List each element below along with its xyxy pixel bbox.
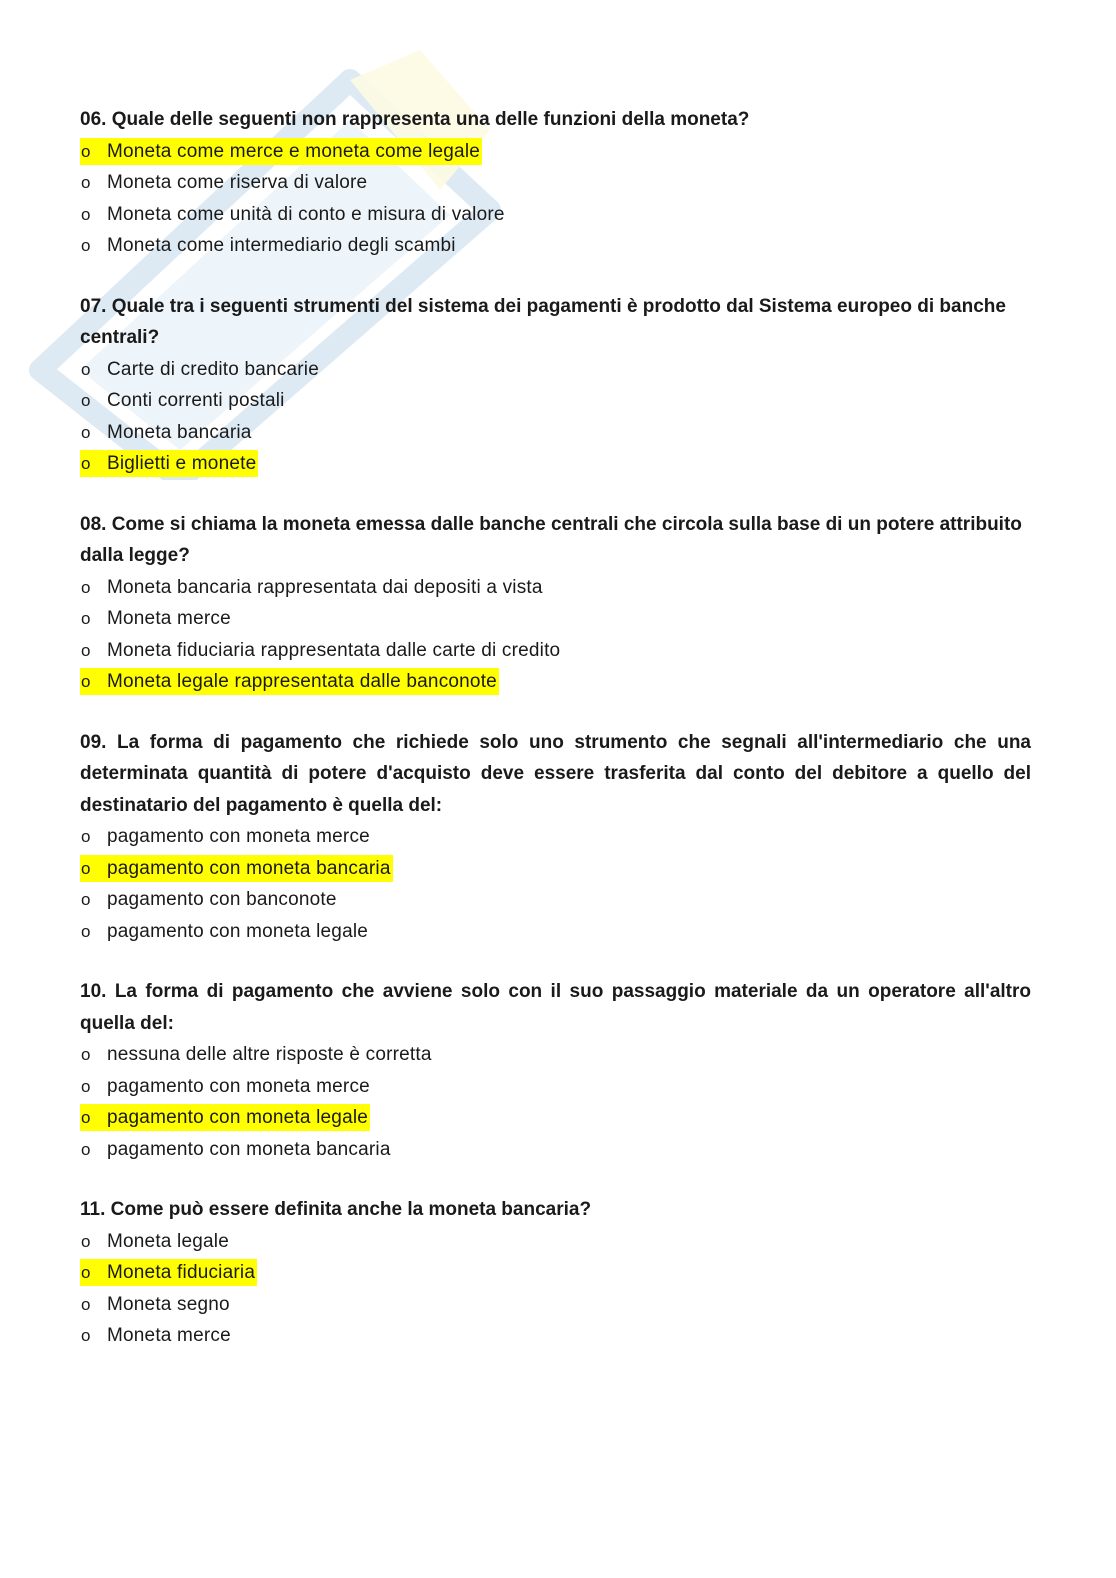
option-line (80, 356, 321, 383)
option-label: pagamento con moneta bancaria (107, 857, 391, 879)
circle-bullet-icon: o (81, 1076, 91, 1096)
circle-bullet-icon: o (81, 1294, 91, 1314)
option-label: Moneta fiduciaria (107, 1262, 256, 1283)
highlight-mark (80, 138, 482, 165)
answer-option-correct (80, 1102, 1031, 1134)
answer-options (80, 136, 1031, 262)
circle-bullet-icon: o (81, 921, 91, 941)
question-text: 08. Come si chiama la moneta emessa dalle banche centrali che circola sulla base di un potere attribuito dalla legge? (80, 513, 1022, 566)
circle-bullet-icon: o (81, 391, 91, 410)
circle-bullet-icon: o (81, 577, 91, 597)
option-label: Moneta come riserva di valore (107, 172, 368, 193)
option-line (80, 1136, 393, 1163)
answer-options (80, 821, 1031, 947)
question-block (80, 976, 1031, 1165)
option-label: pagamento con moneta legale (107, 920, 369, 942)
answer-option (80, 385, 1031, 417)
answer-options (80, 1226, 1031, 1352)
circle-bullet-icon: o (81, 1045, 91, 1064)
answer-option-correct (80, 136, 1031, 168)
question-text: 06. Quale delle seguenti non rappresenta una delle funzioni della moneta? (80, 109, 750, 130)
option-label: Carte di credito bancarie (107, 358, 319, 380)
option-label: Moneta legale rappresentata dalle banconote (107, 671, 497, 692)
option-label: pagamento con moneta merce (107, 826, 370, 847)
option-label: pagamento con moneta merce (107, 1075, 370, 1097)
option-label: pagamento con banconote (107, 889, 337, 910)
option-label: Moneta fiduciaria rappresentata dalle carte di credito (107, 639, 561, 661)
option-line (80, 823, 372, 850)
option-line (80, 1228, 231, 1255)
option-line (80, 605, 233, 632)
circle-bullet-icon: o (81, 858, 91, 878)
option-label: Biglietti e monete (107, 453, 257, 474)
answer-option (80, 354, 1031, 386)
circle-bullet-icon: o (81, 1231, 91, 1251)
answer-options (80, 572, 1031, 698)
answer-option-correct (80, 853, 1031, 885)
answer-option (80, 1071, 1031, 1103)
highlight-mark (80, 668, 499, 695)
option-label: Moneta bancaria rappresentata dai depositi a vista (107, 576, 543, 598)
question-text: 07. Quale tra i seguenti strumenti del sistema dei pagamenti è prodotto dal Sistema europeo di banche centrali? (80, 295, 1006, 348)
option-line (80, 1291, 232, 1318)
option-label: Moneta merce (107, 1325, 231, 1346)
highlight-mark (80, 855, 393, 882)
quiz-page (80, 104, 1031, 1381)
answer-option-correct (80, 1257, 1031, 1289)
question-block (80, 291, 1031, 480)
answer-option (80, 1039, 1031, 1071)
answer-option (80, 884, 1031, 916)
circle-bullet-icon: o (81, 672, 91, 691)
answer-option (80, 199, 1031, 231)
option-label: Moneta bancaria (107, 421, 252, 443)
option-line (80, 201, 507, 228)
highlight-mark (80, 450, 258, 477)
circle-bullet-icon: o (81, 1139, 91, 1159)
question-block (80, 104, 1031, 262)
option-line (80, 387, 287, 414)
circle-bullet-icon: o (81, 609, 91, 628)
question-block (80, 1194, 1031, 1352)
option-label: Moneta legale (107, 1230, 229, 1252)
answer-option (80, 916, 1031, 948)
option-label: pagamento con moneta bancaria (107, 1138, 391, 1160)
option-line (80, 637, 562, 664)
answer-option (80, 1320, 1031, 1352)
circle-bullet-icon: o (81, 204, 91, 224)
circle-bullet-icon: o (81, 359, 91, 379)
answer-option (80, 167, 1031, 199)
option-line (80, 1322, 233, 1349)
answer-options (80, 1039, 1031, 1165)
circle-bullet-icon: o (81, 422, 91, 442)
answer-option (80, 230, 1031, 262)
circle-bullet-icon: o (81, 236, 91, 255)
answer-option (80, 572, 1031, 604)
option-line (80, 886, 339, 913)
option-label: nessuna delle altre risposte è corretta (107, 1044, 432, 1065)
option-line (80, 419, 254, 446)
highlight-mark (80, 1259, 257, 1286)
circle-bullet-icon: o (81, 173, 91, 192)
answer-options (80, 354, 1031, 480)
answer-option-correct (80, 666, 1031, 698)
question-block (80, 509, 1031, 698)
option-line (80, 232, 458, 259)
option-label: Conti correnti postali (107, 390, 285, 411)
option-line (80, 574, 545, 601)
circle-bullet-icon: o (81, 1108, 91, 1127)
circle-bullet-icon: o (81, 640, 91, 660)
circle-bullet-icon: o (81, 454, 91, 473)
option-label: Moneta merce (107, 608, 231, 629)
option-label: Moneta come unità di conto e misura di valore (107, 203, 505, 225)
answer-option (80, 1226, 1031, 1258)
answer-option (80, 821, 1031, 853)
option-line (80, 918, 370, 945)
circle-bullet-icon: o (81, 827, 91, 846)
option-label: Moneta segno (107, 1293, 230, 1315)
option-line (80, 169, 369, 196)
answer-option (80, 1134, 1031, 1166)
circle-bullet-icon: o (81, 1263, 91, 1282)
option-line (80, 1041, 434, 1068)
option-label: Moneta come intermediario degli scambi (107, 235, 456, 256)
question-block (80, 727, 1031, 948)
option-line (80, 1073, 372, 1100)
circle-bullet-icon: o (81, 141, 91, 161)
answer-option (80, 417, 1031, 449)
circle-bullet-icon: o (81, 1326, 91, 1345)
highlight-mark (80, 1104, 370, 1131)
answer-option (80, 1289, 1031, 1321)
answer-option-correct (80, 448, 1031, 480)
option-label: pagamento con moneta legale (107, 1107, 369, 1128)
question-text: 11. Come può essere definita anche la moneta bancaria? (80, 1199, 592, 1220)
option-label: Moneta come merce e moneta come legale (107, 140, 481, 162)
circle-bullet-icon: o (81, 890, 91, 909)
question-text: 09. La forma di pagamento che richiede solo uno strumento che segnali all'intermediario che una determinata quantità di potere d'acquisto deve essere trasferita dal conto del debitore a quello del destinatario del pagamento è quella del: (80, 731, 1031, 816)
answer-option (80, 635, 1031, 667)
question-text: 10. La forma di pagamento che avviene solo con il suo passaggio materiale da un operatore all'altro quella del: (80, 981, 1031, 1034)
answer-option (80, 603, 1031, 635)
